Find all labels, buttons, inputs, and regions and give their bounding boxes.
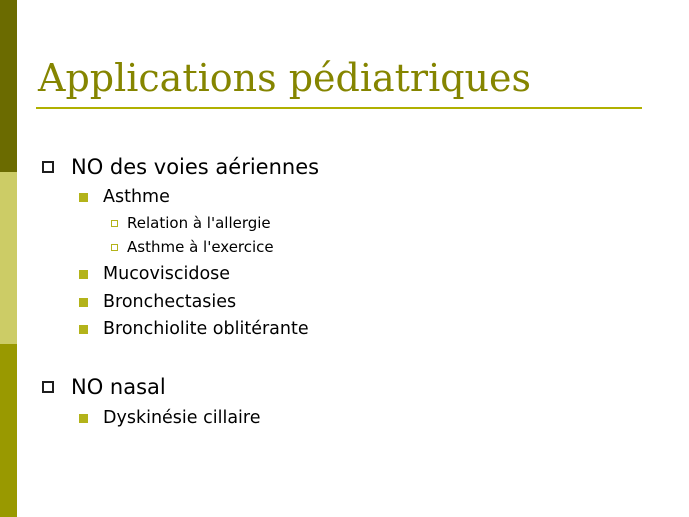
filled-square-bullet-icon [79, 298, 88, 307]
list-item-asthme [79, 185, 170, 209]
sub-item-label: Asthme à l'exercice [127, 238, 274, 256]
section-label: NO des voies aériennes [71, 155, 320, 179]
list-item-label: Mucoviscidose [103, 264, 231, 284]
filled-square-bullet-icon [79, 270, 88, 279]
side-bar-bottom [0, 344, 17, 517]
hollow-square-bullet-icon [42, 381, 54, 393]
filled-square-bullet-icon [79, 414, 88, 423]
small-hollow-square-bullet-icon [111, 220, 118, 227]
slide-title: Applications pédiatriques [38, 56, 532, 100]
hollow-square-bullet-icon [42, 161, 54, 173]
sub-item-label: Relation à l'allergie [127, 214, 271, 232]
filled-square-bullet-icon [79, 193, 88, 202]
list-item-bronchiolite [79, 317, 309, 341]
list-item-label: Bronchectasies [103, 292, 237, 312]
title-underline [36, 107, 642, 109]
sub-item-exercice [111, 237, 274, 257]
sub-item-allergie [111, 213, 271, 233]
list-item-dyskinesie [79, 406, 260, 430]
section-airways [42, 153, 319, 181]
small-hollow-square-bullet-icon [111, 244, 118, 251]
list-item-label: Asthme [103, 187, 170, 207]
list-item-bronchectasies [79, 290, 236, 314]
filled-square-bullet-icon [79, 325, 88, 334]
side-bar-top [0, 0, 17, 172]
side-bar-middle [0, 172, 17, 344]
list-item-label: Bronchiolite oblitérante [103, 319, 309, 339]
list-item-mucoviscidose [79, 262, 230, 286]
section-nasal [42, 373, 166, 401]
list-item-label: Dyskinésie cillaire [103, 408, 261, 428]
section-label: NO nasal [71, 375, 166, 399]
